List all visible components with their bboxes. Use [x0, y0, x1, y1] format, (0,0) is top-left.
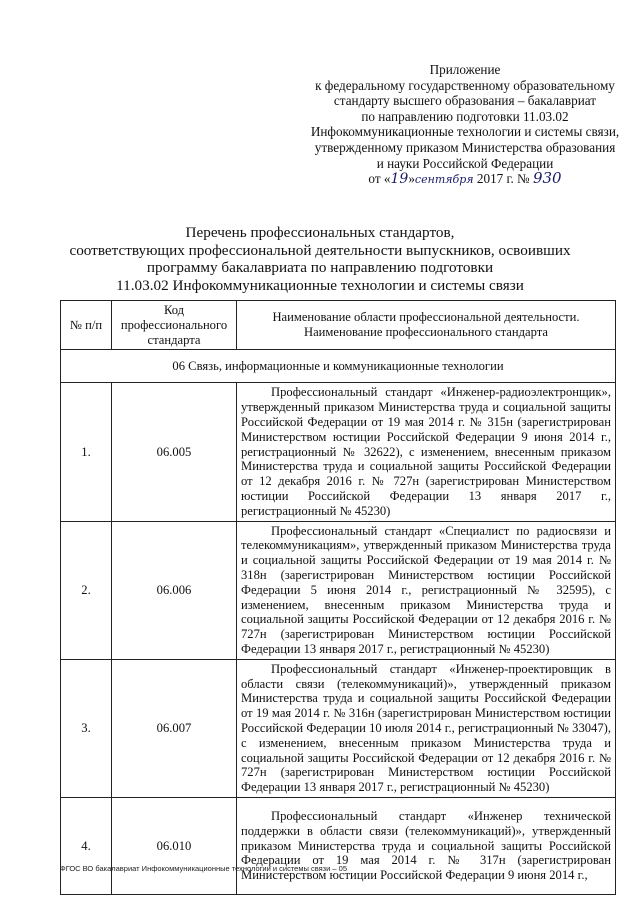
- row-standard-text: Профессиональный стандарт «Инженер технической поддержки в области связи (телекоммуникаций)», утвержденный приказом Министерства труда и социальной защиты Российской Федерации от 19 мая 2014 г. № 317н (зарегистрирован Министерством юстиции Российской Федерации 9 июня 2014 г.,: [237, 797, 616, 894]
- title-line: Перечень профессиональных стандартов,: [185, 224, 455, 241]
- table-row: [61, 521, 616, 659]
- header-line: по направлению подготовки 11.03.02: [361, 108, 569, 124]
- table-row: [61, 797, 616, 894]
- handwritten-month: сентября: [414, 173, 474, 187]
- header-line: и науки Российской Федерации: [376, 155, 554, 171]
- header-line: Приложение: [429, 62, 501, 77]
- date-year: 2017 г. №: [476, 171, 530, 187]
- row-number: 1.: [61, 383, 112, 521]
- title-line: соответствующих профессиональной деятельности выпускников, освоивших: [69, 241, 571, 259]
- date-prefix: от «: [368, 171, 391, 187]
- header-code: Код профессионального стандарта: [112, 301, 237, 350]
- row-number: 3.: [61, 659, 112, 797]
- header-line: Инфокоммуникационные технологии и системы связи,: [310, 124, 620, 140]
- row-number: 2.: [61, 521, 112, 659]
- table-header-row: [61, 301, 616, 350]
- header-line: к федеральному государственному образовательному: [315, 77, 615, 93]
- header-num: № п/п: [61, 301, 112, 350]
- appendix-header: [300, 62, 630, 188]
- header-line: утвержденному приказом Министерства образования: [314, 139, 616, 155]
- handwritten-order-number: 930: [532, 169, 562, 188]
- handwritten-day: 19: [390, 171, 409, 188]
- title-line: программу бакалавриата по направлению подготовки: [146, 259, 494, 277]
- row-number: 4.: [61, 797, 112, 894]
- section-row: [61, 350, 616, 383]
- header-name: Наименование области профессиональной деятельности. Наименование профессионального стандарта: [237, 301, 616, 350]
- date-mid: »: [408, 171, 415, 187]
- table-row: [61, 659, 616, 797]
- title-line: 11.03.02 Инфокоммуникационные технологии и системы связи: [116, 276, 524, 294]
- table-row: [61, 383, 616, 521]
- row-standard-text: Профессиональный стандарт «Инженер-проектировщик в области связи (телекоммуникаций)», утвержденный приказом Министерства труда и социальной защиты Российской Федерации от 19 мая 2014 г. № 316н (зарегистрирован Министерством юстиции Российской Федерации 10 июля 2014 г., регистрационный № 33047), с изменением, внесенным приказом Министерства труда и социальной защиты Российской Федерации от 12 декабря 2016 г. № 727н (зарегистрирован Министерством юстиции Российской Федерации 13 января 2017 г., регистрационный № 45230): [237, 659, 616, 797]
- row-code: 06.010: [112, 797, 237, 894]
- row-code: 06.005: [112, 383, 237, 521]
- section-title: 06 Связь, информационные и коммуникационные технологии: [61, 350, 616, 383]
- row-code: 06.006: [112, 521, 237, 659]
- header-line: стандарту высшего образования – бакалавриат: [333, 93, 597, 109]
- row-standard-text: Профессиональный стандарт «Инженер-радиоэлектронщик», утвержденный приказом Министерства труда и социальной защиты Российской Федерации от 19 мая 2014 г. № 315н (зарегистрирован Министерством юстиции Российской Федерации 9 июня 2014 г., регистрационный № 32622), с изменением, внесенным приказом Министерства труда и социальной защиты Российской Федерации от 12 декабря 2016 г. № 727н (зарегистрирован Министерством юстиции Российской Федерации 13 января 2017 г., регистрационный № 45230): [237, 383, 616, 521]
- document-title: [20, 224, 620, 294]
- page-footer: ФГОС ВО бакалавриат Инфокоммуникационные технологии и системы связи – 05: [60, 864, 347, 873]
- order-date-line: [300, 171, 630, 188]
- standards-table: [60, 300, 616, 895]
- row-code: 06.007: [112, 659, 237, 797]
- row-standard-text: Профессиональный стандарт «Специалист по радиосвязи и телекоммуникациям», утвержденный приказом Министерства труда и социальной защиты Российской Федерации от 19 мая 2014 г. № 318н (зарегистрирован Министерством юстиции Российской Федерации 5 июня 2014 г., регистрационный № 32595), с изменением, внесенным приказом Министерства труда и социальной защиты Российской Федерации от 12 декабря 2016 г. № 727н (зарегистрирован Министерством юстиции Российской Федерации 13 января 2017 г., регистрационный № 45230): [237, 521, 616, 659]
